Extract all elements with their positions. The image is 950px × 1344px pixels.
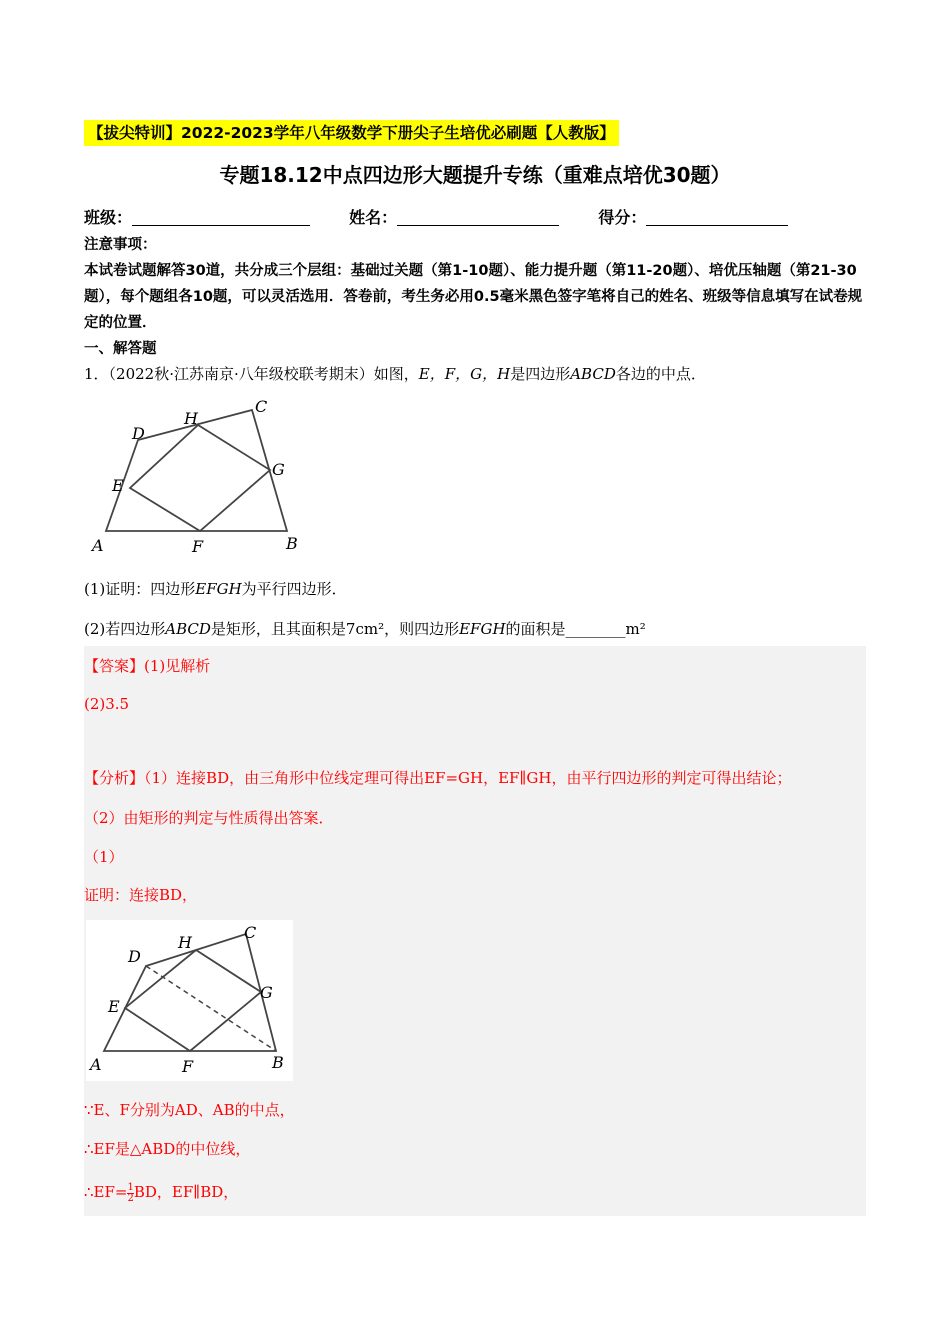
notes-heading: 注意事项： bbox=[84, 237, 157, 253]
label-D: D bbox=[128, 947, 141, 966]
stem-quad: ABCD bbox=[570, 365, 616, 383]
part2-quad: ABCD bbox=[165, 620, 211, 638]
frac-denominator: 2 bbox=[127, 1192, 134, 1204]
answer-part-1: (1)见解析 bbox=[144, 657, 211, 675]
notes-block bbox=[84, 232, 864, 362]
label-H: H bbox=[184, 409, 198, 428]
label-C: C bbox=[244, 923, 257, 942]
label-B: B bbox=[272, 1053, 284, 1072]
section-heading: 一、解答题 bbox=[84, 341, 157, 357]
student-info-row bbox=[84, 205, 864, 228]
part2-mid: 是矩形，且其面积是 bbox=[210, 620, 346, 638]
part2-suffix: 的面积是________m² bbox=[505, 620, 646, 638]
part2-mid2: ，则四边形 bbox=[384, 620, 460, 638]
label-C: C bbox=[255, 397, 268, 416]
label-F: F bbox=[182, 1057, 194, 1076]
score-label: 得分： bbox=[598, 208, 647, 227]
solution-part-label: （1） bbox=[84, 848, 124, 866]
label-G: G bbox=[272, 460, 285, 479]
score-blank[interactable] bbox=[646, 209, 788, 226]
label-H: H bbox=[178, 933, 192, 952]
analysis-label: 【分析】 bbox=[84, 769, 145, 787]
analysis-text-1: （1）连接BD，由三角形中位线定理可得出EF=GH，EF∥GH，由平行四边形的判定可得出结论； bbox=[144, 769, 792, 787]
label-D: D bbox=[132, 424, 145, 443]
name-label: 姓名： bbox=[349, 208, 398, 227]
answer-line-2: (2)3.5 bbox=[84, 695, 130, 713]
stem-prefix: 1．（2022秋·江苏南京·八年级校联考期末）如图， bbox=[84, 365, 419, 383]
stem-mid: 是四边形 bbox=[510, 365, 571, 383]
quadrilateral-figure bbox=[90, 395, 305, 560]
question-1-stem bbox=[84, 362, 706, 386]
part2-area: 7cm² bbox=[345, 620, 385, 638]
label-A: A bbox=[90, 1055, 102, 1074]
label-B: B bbox=[286, 534, 298, 553]
solution-line-2: ∵E、F分别为AD、AB的中点， bbox=[84, 1101, 295, 1119]
label-G: G bbox=[260, 983, 273, 1002]
analysis-line-1 bbox=[84, 766, 791, 790]
sol4-suffix: BD，EF∥BD， bbox=[133, 1183, 239, 1201]
class-label: 班级： bbox=[84, 208, 133, 227]
part2-quad2: EFGH bbox=[459, 620, 506, 638]
solution-figure-panel bbox=[86, 920, 293, 1081]
stem-letters: E，F，G，H bbox=[418, 365, 511, 383]
label-E: E bbox=[108, 997, 120, 1016]
part1-prefix: (1)证明：四边形 bbox=[84, 580, 196, 598]
answer-line-1 bbox=[84, 654, 210, 678]
name-blank[interactable] bbox=[397, 209, 559, 226]
solution-line-3: ∴EF是△ABD的中位线， bbox=[84, 1140, 251, 1158]
sol4-prefix: ∴EF= bbox=[84, 1183, 128, 1201]
analysis-line-2: （2）由矩形的判定与性质得出答案． bbox=[84, 809, 334, 827]
class-blank[interactable] bbox=[132, 209, 310, 226]
label-F: F bbox=[192, 537, 204, 556]
series-banner: 【拔尖特训】2022-2023学年八年级数学下册尖子生培优必刷题【人教版】 bbox=[84, 120, 619, 146]
part2-prefix: (2)若四边形 bbox=[84, 620, 166, 638]
notes-body: 本试卷试题解答30道，共分成三个层组：基础过关题（第1-10题）、能力提升题（第11-20题）、培优压轴题（第21-30题），每个题组各10题，可以灵活选用．答卷前，考生务必用0.5毫米黑色签字笔将自己的姓名、班级等信息填写在试卷规定的位置． bbox=[84, 263, 863, 331]
part1-suffix: 为平行四边形． bbox=[241, 580, 347, 598]
label-A: A bbox=[92, 536, 104, 555]
label-E: E bbox=[112, 476, 124, 495]
frac-numerator: 1 bbox=[127, 1181, 134, 1193]
solution-line-4 bbox=[84, 1180, 238, 1204]
question-1-part-1 bbox=[84, 577, 347, 601]
page-title: 专题18.12中点四边形大题提升专练（重难点培优30题） bbox=[219, 163, 731, 187]
question-1-part-2 bbox=[84, 617, 646, 641]
stem-suffix: 各边的中点． bbox=[615, 365, 706, 383]
solution-figure bbox=[86, 920, 293, 1081]
part1-quad: EFGH bbox=[195, 580, 242, 598]
solution-line-1: 证明：连接BD， bbox=[84, 886, 198, 904]
answer-label: 【答案】 bbox=[84, 657, 145, 675]
